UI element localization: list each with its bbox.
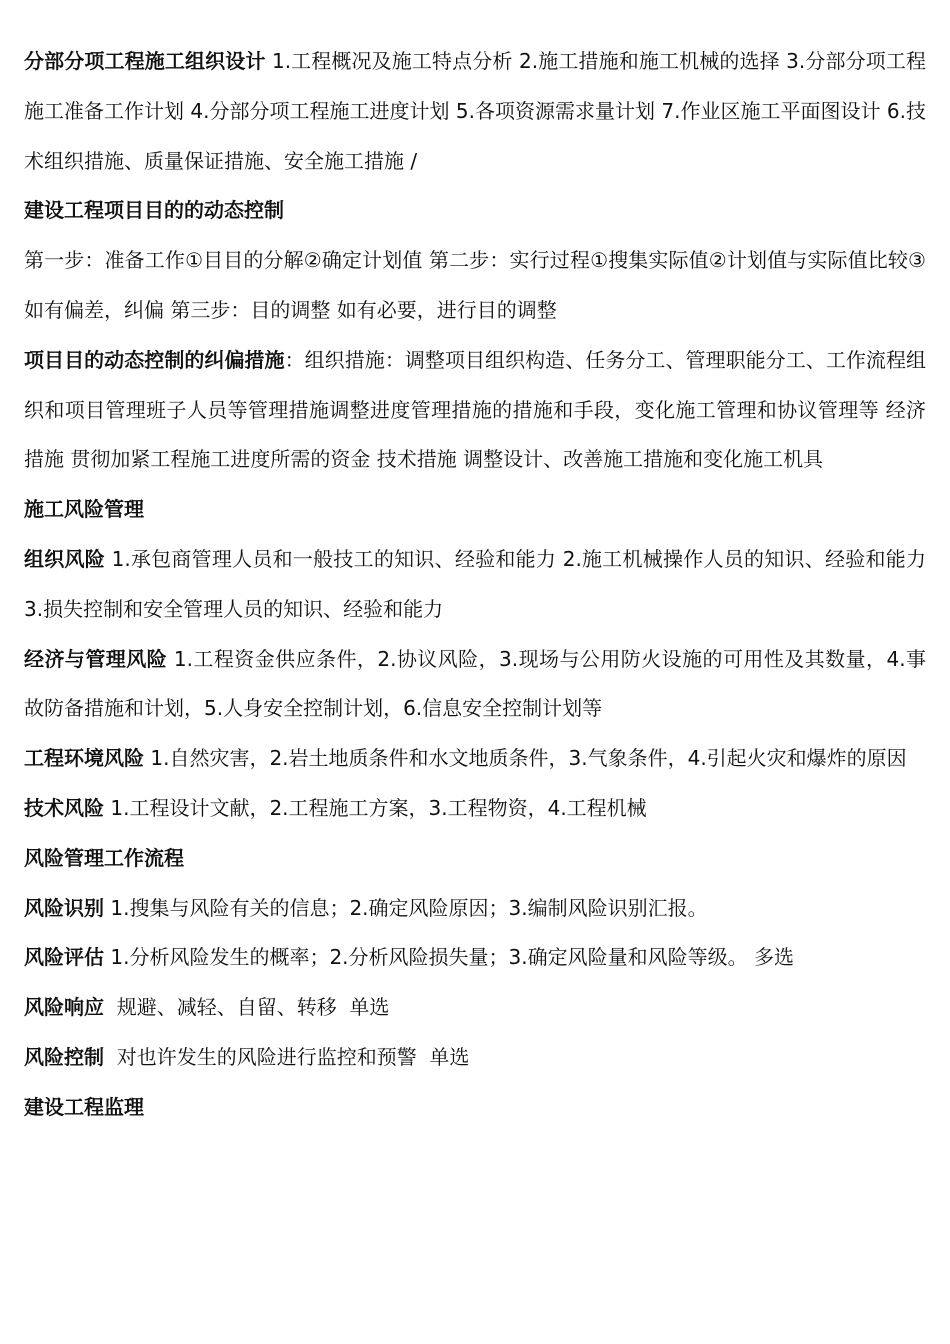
paragraph-heading: 建设工程监理 [24, 1094, 144, 1119]
paragraph-heading: 经济与管理风险 [24, 646, 168, 671]
section-heading-risk-workflow [24, 834, 926, 884]
paragraph-risk-response [24, 983, 926, 1033]
paragraph-text: 对也许发生的风险进行监控和预警 单选 [104, 1044, 470, 1069]
paragraph-heading: 项目目的动态控制的纠偏措施 [24, 347, 285, 372]
paragraph-construction-design [24, 37, 926, 186]
paragraph-text: 1.自然灾害，2.岩土地质条件和水文地质条件，3.气象条件，4.引起火灾和爆炸的原因 [144, 746, 907, 771]
paragraph-text: 1.承包商管理人员和一般技工的知识、经验和能力 2.施工机械操作人员的知识、经验和能力 3.损失控制和安全管理人员的知识、经验和能力 [24, 546, 927, 621]
paragraph-heading: 风险响应 [24, 995, 104, 1020]
paragraph-text: 规避、减轻、自留、转移 单选 [104, 995, 390, 1020]
paragraph-heading: 风险评估 [24, 945, 104, 970]
paragraph-environment-risk [24, 734, 926, 784]
paragraph-risk-assessment [24, 933, 926, 983]
paragraph-heading: 组织风险 [24, 546, 105, 571]
paragraph-text: 1.工程设计文献，2.工程施工方案，3.工程物资，4.工程机械 [104, 795, 647, 820]
paragraph-technical-risk [24, 784, 926, 834]
section-heading-supervision [24, 1083, 926, 1133]
paragraph-organization-risk [24, 535, 926, 635]
paragraph-text: 第一步：准备工作①目目的分解②确定计划值 第二步：实行过程①搜集实际值②计划值与实际值比较③如有偏差，纠偏 第三步：目的调整 如有必要，进行目的调整 [24, 248, 926, 322]
paragraph-text: 1.搜集与风险有关的信息；2.确定风险原因；3.编制风险识别汇报。 [104, 895, 708, 920]
paragraph-control-steps [24, 236, 926, 336]
paragraph-correction-measures [24, 336, 926, 485]
paragraph-heading: 技术风险 [24, 795, 104, 820]
paragraph-text: ：组织措施：调整项目组织构造、任务分工、管理职能分工、工作流程组织和项目管理班子人员等管理措施调整进度管理措施的措施和手段，变化施工管理和协议管理等 经济措施 贯彻加紧工程施工进度所需的资金 技术措施 调整设计、改善施工措施和变化施工机具 [24, 347, 927, 472]
paragraph-heading: 施工风险管理 [24, 497, 144, 522]
paragraph-text: 1.工程资金供应条件，2.协议风险，3.现场与公用防火设施的可用性及其数量，4.事故防备措施和计划，5.人身安全控制计划，6.信息安全控制计划等 [24, 646, 927, 721]
paragraph-risk-identification [24, 884, 926, 934]
paragraph-heading: 建设工程项目目的的动态控制 [24, 198, 284, 223]
paragraph-heading: 风险控制 [24, 1044, 104, 1069]
section-heading-risk-management [24, 485, 926, 535]
paragraph-heading: 风险管理工作流程 [24, 845, 184, 870]
paragraph-text: 1.工程概况及施工特点分析 2.施工措施和施工机械的选择 3.分部分项工程施工准备工作计划 4.分部分项工程施工进度计划 5.各项资源需求量计划 7.作业区施工平面图设计 6.技术组织措施、质量保证措施、安全施工措施 / [24, 49, 926, 173]
paragraph-text: 1.分析风险发生的概率；2.分析风险损失量；3.确定风险量和风险等级。 多选 [104, 945, 794, 970]
paragraph-heading: 风险识别 [24, 895, 104, 920]
paragraph-economic-risk [24, 635, 926, 735]
paragraph-heading: 工程环境风险 [24, 746, 144, 771]
paragraph-risk-control [24, 1033, 926, 1083]
section-heading-dynamic-control [24, 186, 926, 236]
paragraph-heading: 分部分项工程施工组织设计 [24, 49, 266, 73]
